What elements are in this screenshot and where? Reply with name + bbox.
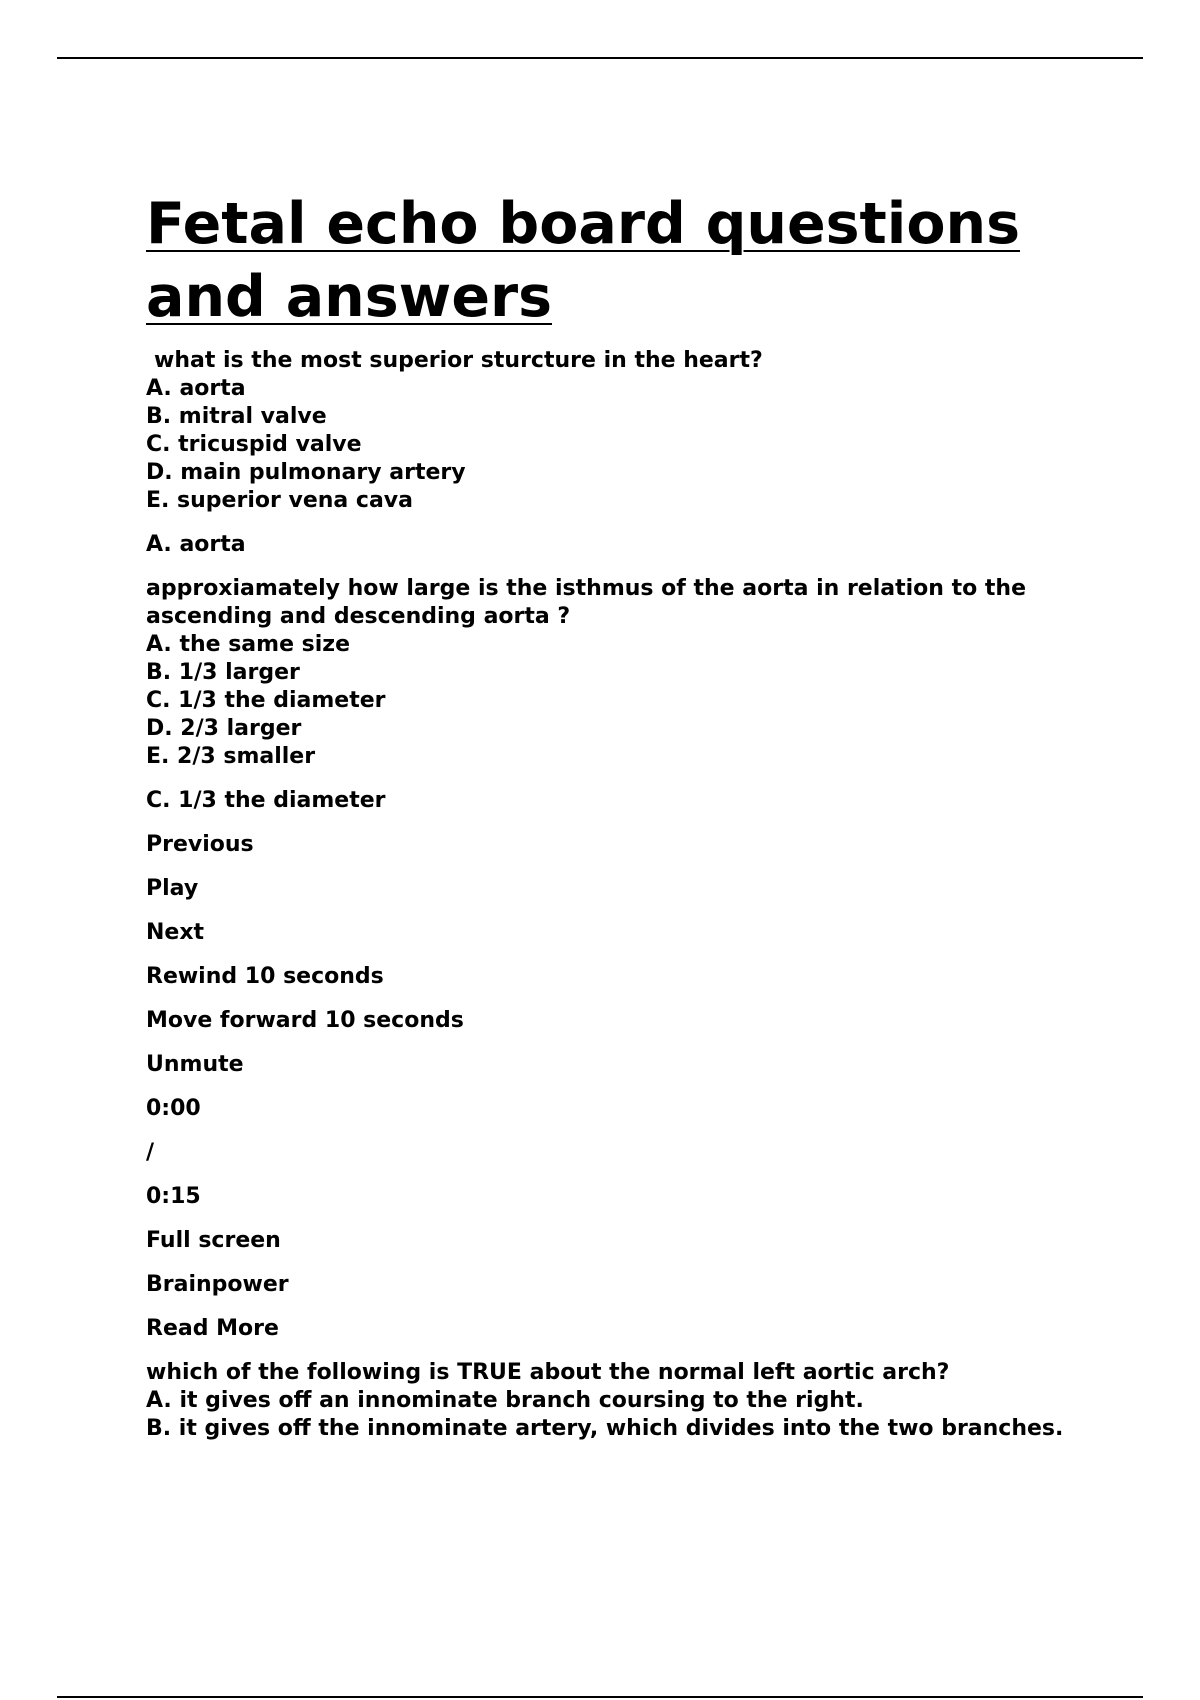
title-line-2: and answers — [146, 264, 553, 330]
question-1-option-a: A. aorta — [146, 376, 246, 401]
brand-label: Brainpower — [146, 1272, 289, 1297]
question-1-answer: A. aorta — [146, 532, 246, 557]
current-time: 0:00 — [146, 1096, 201, 1121]
question-1-option-e: E. superior vena cava — [146, 488, 413, 513]
fullscreen-button[interactable]: Full screen — [146, 1228, 281, 1253]
question-3-text: which of the following is TRUE about the normal left aortic arch? — [146, 1360, 950, 1385]
question-2-option-b: B. 1/3 larger — [146, 660, 300, 685]
time-separator: / — [146, 1140, 155, 1165]
question-1-option-d: D. main pulmonary artery — [146, 460, 466, 485]
question-3-option-a: A. it gives off an innominate branch coursing to the right. — [146, 1388, 864, 1413]
question-3-option-b: B. it gives off the innominate artery, which divides into the two branches. — [146, 1416, 1064, 1441]
document-body — [146, 188, 1086, 1443]
forward-button[interactable]: Move forward 10 seconds — [146, 1008, 464, 1033]
page-title — [146, 188, 1086, 334]
question-2-option-a: A. the same size — [146, 632, 351, 657]
question-2 — [146, 575, 1086, 815]
question-2-option-e: E. 2/3 smaller — [146, 744, 316, 769]
question-1 — [146, 347, 1086, 559]
question-1-option-c: C. tricuspid valve — [146, 432, 362, 457]
top-rule — [57, 57, 1143, 59]
question-2-answer: C. 1/3 the diameter — [146, 788, 386, 813]
question-1-text: what is the most superior sturcture in the heart? — [154, 348, 763, 373]
question-2-option-d: D. 2/3 larger — [146, 716, 302, 741]
bottom-rule — [57, 1696, 1143, 1698]
unmute-button[interactable]: Unmute — [146, 1052, 244, 1077]
read-more-link[interactable]: Read More — [146, 1316, 279, 1341]
duration: 0:15 — [146, 1184, 201, 1209]
question-2-text-line-1: approxiamately how large is the isthmus of the aorta in relation to the — [146, 576, 1026, 601]
title-line-1: Fetal echo board questions — [146, 191, 1021, 257]
qa-content — [146, 347, 1086, 1443]
question-2-option-c: C. 1/3 the diameter — [146, 688, 386, 713]
play-button[interactable]: Play — [146, 876, 199, 901]
question-3 — [146, 1359, 1086, 1443]
previous-button[interactable]: Previous — [146, 832, 254, 857]
next-button[interactable]: Next — [146, 920, 205, 945]
rewind-button[interactable]: Rewind 10 seconds — [146, 964, 384, 989]
question-1-option-b: B. mitral valve — [146, 404, 327, 429]
question-2-text-line-2: ascending and descending aorta ? — [146, 604, 571, 629]
